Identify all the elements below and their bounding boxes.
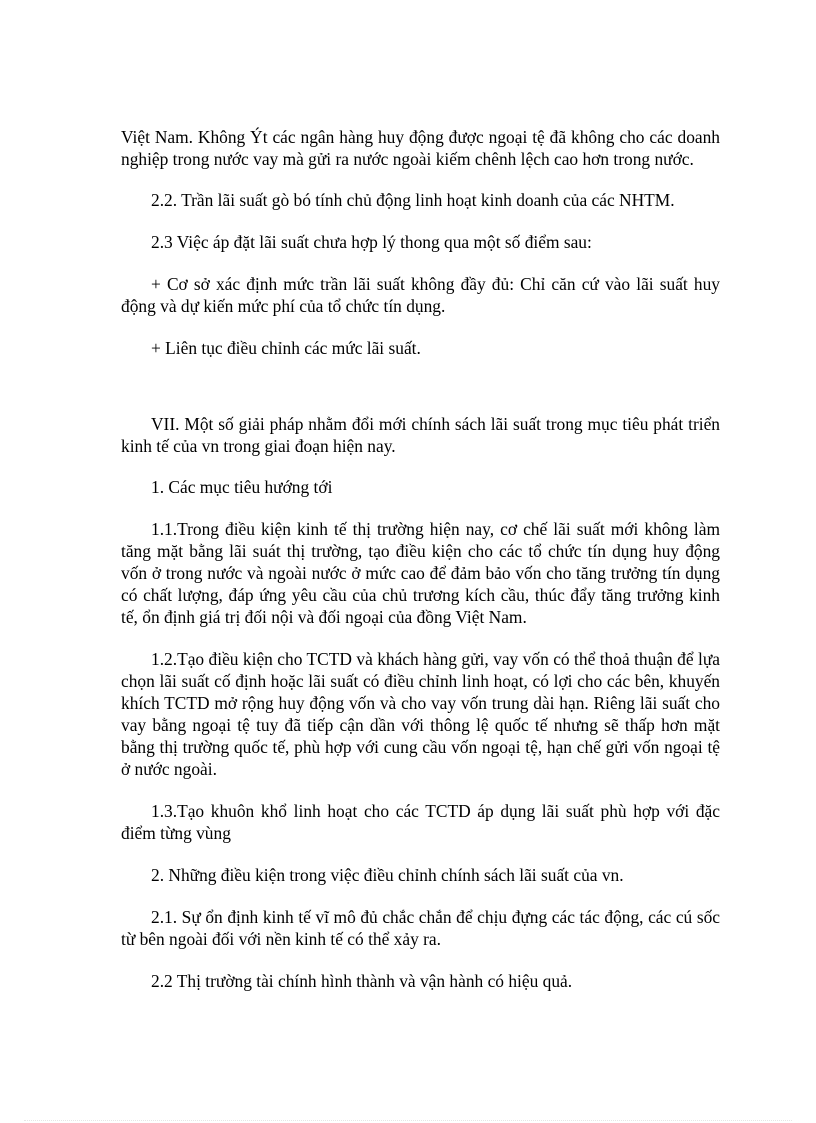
bullet-point-2: + Liên tục điều chỉnh các mức lãi suất. — [151, 338, 421, 358]
subheading-2: 2. Những điều kiện trong việc điều chỉnh chính sách lãi suất của vn. — [151, 865, 624, 885]
paragraph-1-1: 1.1.Trong điều kiện kinh tế thị trường hiện nay, cơ chế lãi suất mới không làm tăng mặt bằng lãi suát thị trường, tạo điều kiện cho các tổ chức tín dụng huy động vốn ở trong nước và ngoài nước ở mức cao để đảm bảo vốn cho tăng trưởng tín dụng có chất lượng, đáp ứng yêu cầu của chủ trương kích cầu, thúc đẩy tăng trưởng kinh tế, ổn định giá trị đối nội và đối ngoại của đồng Việt Nam. — [121, 519, 720, 627]
bullet-point-1: + Cơ sở xác định mức trần lãi suất không đầy đủ: Chỉ căn cứ vào lãi suất huy động và dự kiến mức phí của tổ chức tín dụng. — [121, 274, 720, 316]
paragraph-2-3: 2.3 Việc áp đặt lãi suất chưa hợp lý thong qua một số điểm sau: — [151, 232, 592, 252]
paragraph-continuation: Việt Nam. Không Ýt các ngân hàng huy động được ngoại tệ đã không cho các doanh nghiệp trong nước vay mà gửi ra nước ngoài kiếm chênh lệch cao hơn trong nước. — [121, 127, 720, 169]
page-bottom-divider — [24, 1120, 792, 1121]
paragraph-2-2-market: 2.2 Thị trường tài chính hình thành và vận hành có hiệu quả. — [151, 971, 573, 991]
subheading-1: 1. Các mục tiêu hướng tới — [151, 477, 333, 497]
paragraph-1-3: 1.3.Tạo khuôn khổ linh hoạt cho các TCTD áp dụng lãi suất phù hợp với đặc điểm từng vùng — [121, 801, 720, 843]
document-body — [121, 126, 720, 992]
paragraph-1-2: 1.2.Tạo điều kiện cho TCTD và khách hàng gửi, vay vốn có thể thoả thuận để lựa chọn lãi suất cố định hoặc lãi suất có điều chỉnh linh hoạt, có lợi cho các bên, khuyến khích TCTD mở rộng huy động vốn và cho vay vốn trung dài hạn. Riêng lãi suất cho vay bằng ngoại tệ tuy đã tiếp cận dần với thông lệ quốc tế nhưng sẽ thấp hơn mặt bằng thị trường quốc tế, phù hợp với cung cầu vốn ngoại tệ, hạn chế gửi vốn ngoại tệ ở nước ngoài. — [121, 649, 720, 779]
paragraph-2-2: 2.2. Trần lãi suất gò bó tính chủ động linh hoạt kinh doanh của các NHTM. — [151, 190, 675, 210]
section-heading-vii: VII. Một số giải pháp nhằm đổi mới chính sách lãi suất trong mục tiêu phát triển kinh tế của vn trong giai đoạn hiện nay. — [121, 414, 720, 456]
paragraph-2-1: 2.1. Sự ổn định kinh tế vĩ mô đủ chắc chắn để chịu đựng các tác động, các cú sốc từ bên ngoài đối với nền kinh tế có thể xảy ra. — [121, 907, 720, 949]
